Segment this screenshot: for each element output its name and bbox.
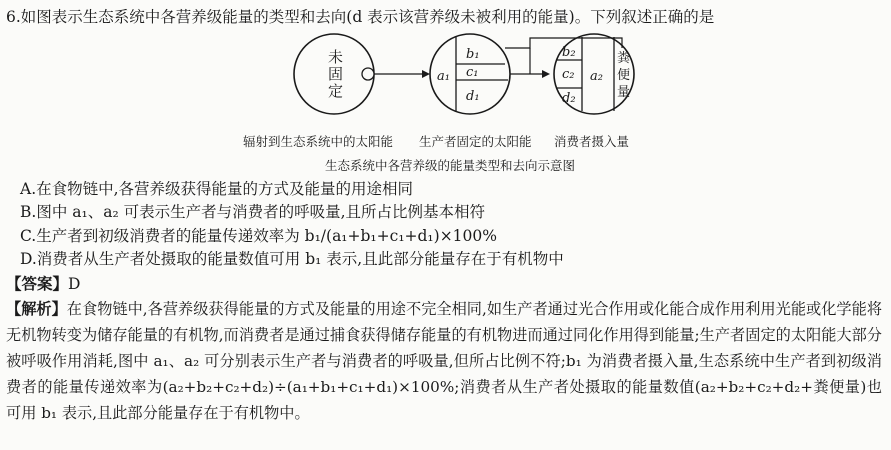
label-consumer-intake: 消费者摄入量 bbox=[554, 134, 630, 149]
feces-char-3: 量 bbox=[617, 85, 631, 100]
label-producer-fixed: 生产者固定的太阳能 bbox=[419, 134, 532, 149]
answer-label: 【答案】 bbox=[6, 274, 69, 293]
producer-b1: b₁ bbox=[466, 47, 480, 62]
feces-char-2: 便 bbox=[617, 68, 631, 83]
sun-energy-circle bbox=[294, 34, 374, 114]
options-list bbox=[20, 178, 880, 271]
option-b[interactable]: B.图中 a₁、a₂ 可表示生产者与消费者的呼吸量,且所占比例基本相符 bbox=[20, 203, 486, 222]
feces-char-1: 粪 bbox=[617, 51, 631, 66]
answer-line bbox=[6, 272, 80, 296]
producer-a1: a₁ bbox=[437, 69, 450, 84]
producer-circle bbox=[430, 34, 510, 114]
sun-circle-char-2: 固 bbox=[328, 65, 344, 83]
producer-c1: c₁ bbox=[466, 65, 479, 80]
consumer-c2: c₂ bbox=[562, 67, 575, 82]
producer-d1: d₁ bbox=[466, 89, 480, 104]
label-solar-radiation: 辐射到生态系统中的太阳能 bbox=[243, 134, 394, 149]
question-title: 6.如图表示生态系统中各营养级能量的类型和去向(d 表示该营养级未被利用的能量)。下列叙述正确的是 bbox=[6, 8, 715, 26]
option-d[interactable]: D.消费者从生产者处摄取的能量数值可用 b₁ 表示,且此部分能量存在于有机物中 bbox=[20, 249, 564, 268]
figure-caption: 生态系统中各营养级的能量类型和去向示意图 bbox=[325, 158, 576, 173]
consumer-a2: a₂ bbox=[590, 69, 603, 84]
analysis-text: 在食物链中,各营养级获得能量的方式及能量的用途不完全相同,如生产者通过光合作用或化能合成作用利用光能或化学能将无机物转变为储存能量的有机物,而消费者是通过捕食获得储存能量的有机物进而通过同化作用得到能量;生产者固定的太阳能大部分被呼吸作用消耗,图中 a₁、a₂ 可分别表示生产者与消费者的呼吸量,但所占比例不符;b₁ 为消费者摄入量,生态系统中生产者到初级消费者的能量传递效率为(a₂+b₂+c₂+d₂)÷(a₁+b₁+c₁+d₁)×100%;消费者从生产者处摄取的能量数值(a₂+b₂+c₂+d₂+粪便量)也可用 b₁ 表示,且此部分能量存在于有机物中。 bbox=[6, 300, 883, 422]
analysis-label: 【解析】 bbox=[6, 300, 67, 318]
analysis-block bbox=[6, 296, 882, 426]
energy-flow-diagram bbox=[0, 28, 891, 178]
sun-circle-char-1: 未 bbox=[328, 48, 344, 66]
consumer-circle bbox=[554, 34, 634, 114]
option-c[interactable]: C.生产者到初级消费者的能量传递效率为 b₁/(a₁+b₁+c₁+d₁)×100% bbox=[20, 226, 497, 245]
consumer-b2: b₂ bbox=[562, 45, 576, 60]
sun-circle-char-3: 定 bbox=[328, 82, 344, 100]
option-a[interactable]: A.在食物链中,各营养级获得能量的方式及能量的用途相同 bbox=[20, 180, 414, 198]
consumer-d2: d₂ bbox=[562, 91, 576, 106]
answer-value: D bbox=[68, 275, 81, 293]
